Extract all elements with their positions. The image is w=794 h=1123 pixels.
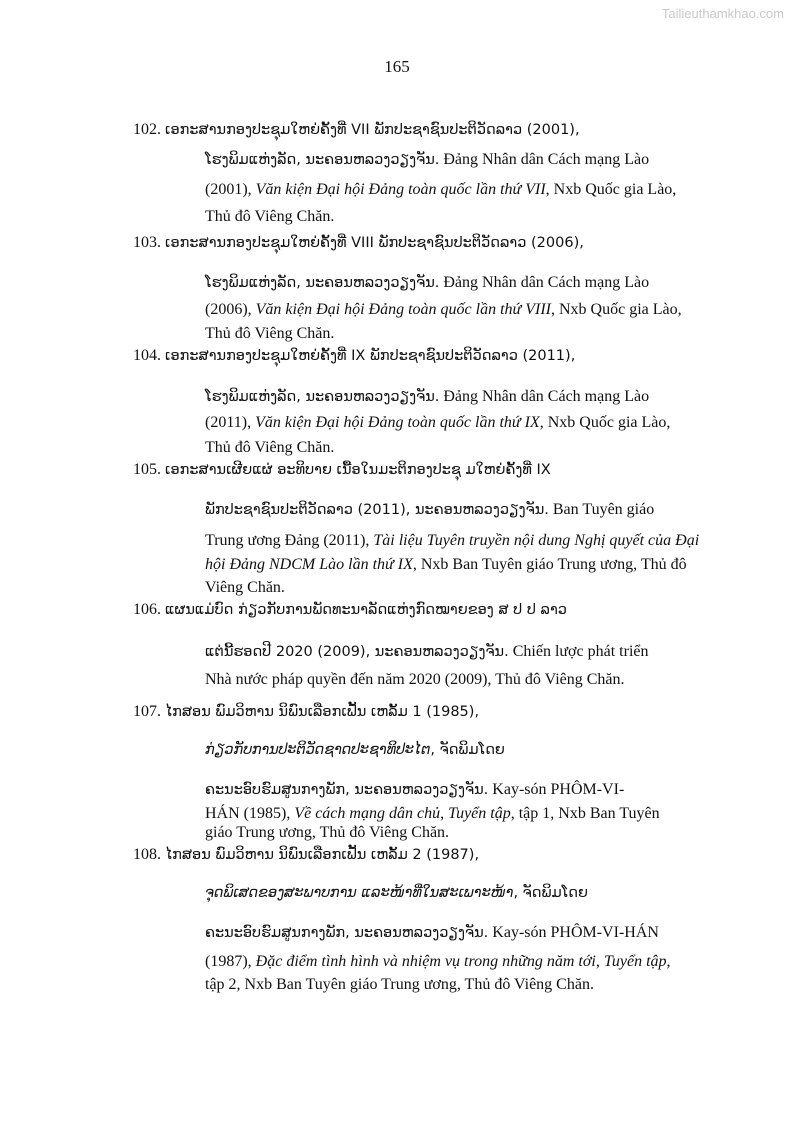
reference-text: Kay-són PHÔM-VI-HÁN	[488, 924, 659, 941]
reference-entry-first-line	[133, 702, 479, 722]
reference-text: , Nxb Quốc gia Lào,	[539, 414, 671, 431]
reference-text: Tuyển tập	[448, 805, 511, 822]
reference-number-and-title: 102.	[133, 121, 165, 138]
reference-text: (1987),	[205, 953, 256, 970]
reference-entry-line	[205, 823, 449, 843]
reference-text: ກ່ຽວກັບການປະຕິວັດຊາດປະຊາທິປະໄຕ	[205, 742, 431, 758]
reference-number-and-title: 103.	[133, 234, 165, 251]
reference-text: Thủ đô Viêng Chăn.	[205, 325, 335, 342]
reference-text: HÁN (1985),	[205, 805, 295, 822]
reference-text: Tài liệu Tuyên truyền nội dung Nghị quyết của Đại	[373, 532, 700, 549]
reference-text: ຈຸດພິເສດຂອງສະພາບການ ແລະໜ້າທີ່ໃນສະເພາະໜ້າ	[205, 885, 514, 901]
reference-entry-line	[205, 642, 648, 662]
reference-text: ໂຮງພິມແຫ່ງລັດ, ນະຄອນຫລວງວຽງຈັນ.	[205, 275, 440, 291]
reference-entry-line	[205, 273, 649, 293]
reference-number-and-title: 107.	[133, 703, 165, 720]
reference-text: Đặc điểm tình hình và nhiệm vụ trong những năm tới	[255, 953, 596, 970]
reference-text: , ຈັດພິມໂດຍ	[430, 742, 505, 758]
reference-number-and-title: 108.	[133, 846, 165, 863]
reference-text: Tuyển tập	[603, 953, 667, 970]
reference-text: Trung ương Đảng (2011),	[205, 532, 374, 549]
reference-entry-line	[205, 952, 671, 972]
reference-entry-line	[205, 531, 699, 551]
reference-entry-line	[205, 150, 649, 170]
reference-text: ໄກສອນ ພົມວິຫານ ນິພົນເລືອກເຟັ້ນ ເຫລັ້ມ 1 (1985),	[165, 704, 480, 720]
reference-text: ເອກະສານກອງປະຊຸມໃຫຍ່ຄັ້ງທີ່ VII ພັກປະຊາຊົນປະຕິວັດລາວ (2001),	[165, 122, 580, 138]
reference-text: Chiến lược phát triển	[508, 643, 649, 660]
reference-text: ໂຮງພິມແຫ່ງລັດ, ນະຄອນຫລວງວຽງຈັນ.	[205, 389, 440, 405]
reference-text: ເອກະສານກອງປະຊຸມໃຫຍ່ຄັ້ງທີ່ IX ພັກປະຊາຊົນປະຕິວັດລາວ (2011),	[165, 348, 576, 364]
reference-text: ຄະນະອົບຮົມສູນກາງພັກ, ນະຄອນຫລວງວຽງຈັນ.	[205, 925, 489, 941]
reference-entry-line	[205, 555, 687, 575]
reference-text: Văn kiện Đại hội Đảng toàn quốc lần thứ IX	[255, 414, 540, 431]
reference-entry-line	[205, 883, 588, 903]
reference-text: Đảng Nhân dân Cách mạng Lào	[439, 388, 650, 405]
reference-text: hội Đảng NDCM Lào lần thứ IX	[205, 556, 413, 573]
reference-text: Văn kiện Đại hội Đảng toàn quốc lần thứ VII	[255, 181, 546, 198]
reference-text: ພັກປະຊາຊົນປະຕິວັດລາວ (2011), ນະຄອນຫລວງວຽງຈັນ.	[205, 502, 549, 518]
reference-entry-line	[205, 804, 660, 824]
reference-text: , ຈັດພິມໂດຍ	[513, 885, 588, 901]
reference-entry-first-line	[133, 233, 584, 253]
reference-text: ເອກະສານກອງປະຊຸມໃຫຍ່ຄັ້ງທີ່ VIII ພັກປະຊາຊົນປະຕິວັດລາວ (2006),	[165, 235, 584, 251]
reference-text: Về cách mạng dân chủ	[294, 805, 441, 822]
page-number: 165	[384, 57, 410, 76]
reference-text: Ban Tuyên giáo	[548, 501, 655, 518]
reference-text: , Nxb Quốc gia Lào,	[545, 181, 677, 198]
reference-entry-line	[205, 413, 670, 433]
reference-entry-line	[205, 207, 334, 227]
reference-entry-line	[205, 180, 676, 200]
reference-text: ,	[595, 953, 604, 970]
reference-text: ຄະນະອົບຮົມສູນກາງພັກ, ນະຄອນຫລວງວຽງຈັນ.	[205, 782, 489, 798]
reference-entry-line	[205, 324, 334, 344]
reference-number-and-title: 105.	[133, 461, 165, 478]
reference-text: Đảng Nhân dân Cách mạng Lào	[439, 274, 650, 291]
reference-text: ເອກະສານເຜີຍແຜ່ ອະທິບາຍ ເນື້ອໃນມະຕິກອງປະຊຸ ມໃຫຍ່ຄັ້ງທີ່ IX	[165, 462, 551, 478]
reference-text: ໄກສອນ ພົມວິຫານ ນິພົນເລືອກເຟັ້ນ ເຫລັ້ມ 2 (1987),	[165, 847, 480, 863]
reference-text: , Nxb Quốc gia Lào,	[551, 301, 682, 318]
reference-text: Đảng Nhân dân Cách mạng Lào	[439, 151, 650, 168]
reference-entry-line	[205, 670, 625, 690]
reference-text: tập 2, Nxb Ban Tuyên giáo Trung ương, Thủ đô Viêng Chăn.	[205, 976, 594, 993]
reference-text: ແຜນແມ່ບົດ ກ່ຽວກັບການພັດທະນາລັດແຫ່ງກົດໝາຍຂອງ ສ ປ ປ ລາວ	[165, 602, 567, 618]
reference-text: ,	[666, 953, 671, 970]
reference-text: ໂຮງພິມແຫ່ງລັດ, ນະຄອນຫລວງວຽງຈັນ.	[205, 152, 440, 168]
reference-text: , tập 1, Nxb Ban Tuyên	[510, 805, 660, 822]
reference-text: ,	[440, 805, 449, 822]
reference-entry-line	[205, 500, 654, 520]
reference-entry-first-line	[133, 346, 575, 366]
reference-entry-line	[205, 923, 659, 943]
reference-text: Thủ đô Viêng Chăn.	[205, 208, 335, 225]
reference-text: (2011),	[205, 414, 256, 431]
reference-entry-line	[205, 740, 505, 760]
reference-text: Văn kiện Đại hội Đảng toàn quốc lần thứ VIII	[255, 301, 551, 318]
reference-text: Kay-són PHÔM-VI-	[488, 781, 625, 798]
reference-text: Thủ đô Viêng Chăn.	[205, 439, 335, 456]
reference-number-and-title: 104.	[133, 347, 165, 364]
reference-text: (2006),	[205, 301, 256, 318]
reference-entry-first-line	[133, 460, 551, 480]
reference-text: ແຕ່ນີ້ຮອດປີ 2020 (2009), ນະຄອນຫລວງວຽງຈັນ.	[205, 644, 509, 660]
reference-text: giáo Trung ương, Thủ đô Viêng Chăn.	[205, 824, 450, 841]
reference-number-and-title: 106.	[133, 601, 165, 618]
reference-entry-line	[205, 300, 682, 320]
reference-entry-first-line	[133, 600, 567, 620]
reference-text: Nhà nước pháp quyền đến năm 2020 (2009), Thủ đô Viêng Chăn.	[205, 671, 625, 688]
reference-text: Viêng Chăn.	[205, 579, 285, 596]
reference-entry-line	[205, 578, 285, 598]
reference-entry-first-line	[133, 120, 580, 140]
reference-entry-line	[205, 387, 649, 407]
reference-text: , Nxb Ban Tuyên giáo Trung ương, Thủ đô	[412, 556, 687, 573]
reference-entry-line	[205, 780, 624, 800]
reference-text: (2001),	[205, 181, 256, 198]
reference-entry-first-line	[133, 845, 479, 865]
watermark: Tailieuthamkhao.com	[661, 6, 784, 21]
reference-entry-line	[205, 975, 594, 995]
reference-entry-line	[205, 438, 334, 458]
